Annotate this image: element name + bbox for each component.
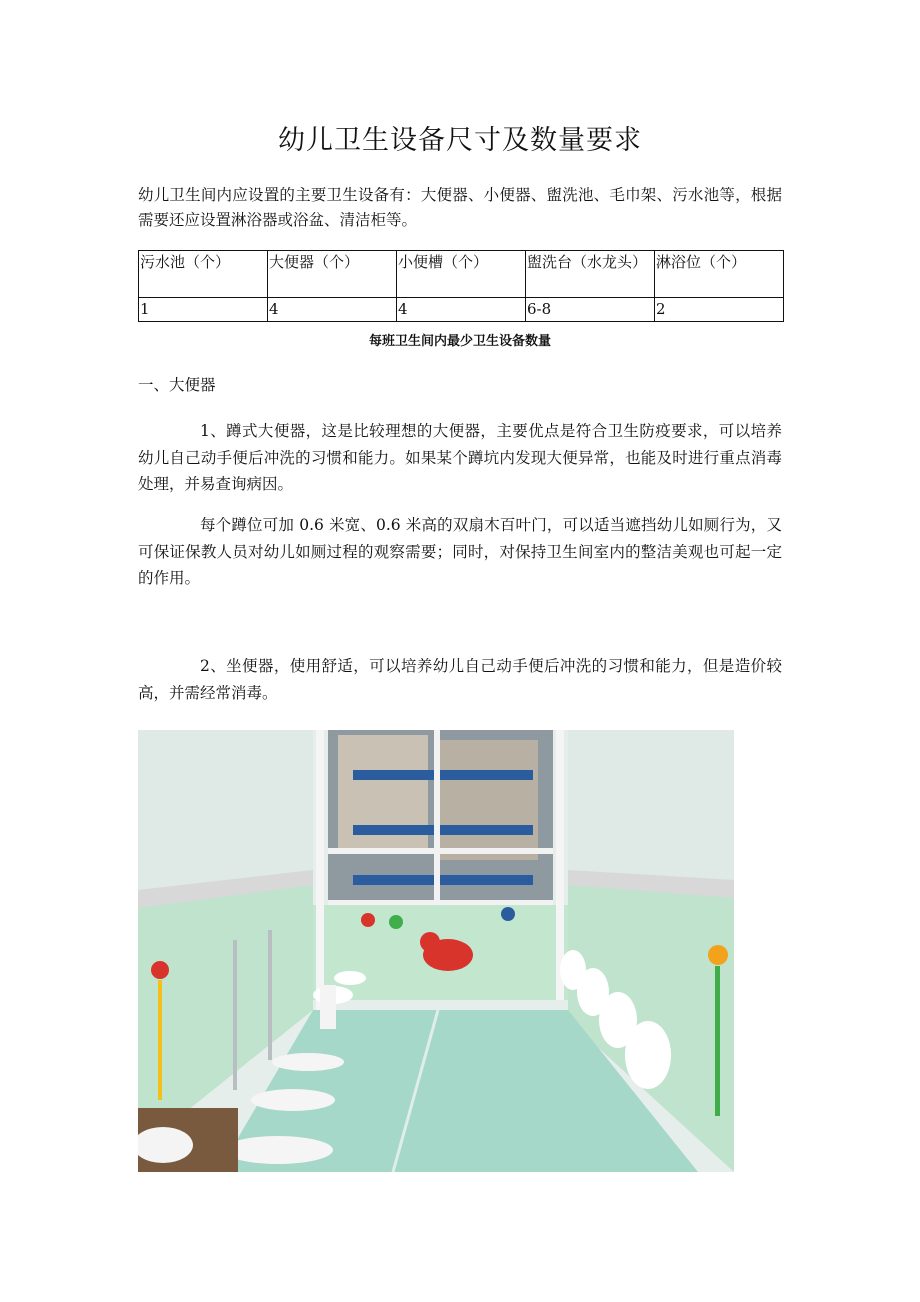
table-cell: 1 — [139, 298, 268, 322]
table-header-cell: 小便槽（个） — [397, 251, 526, 298]
bathroom-photo — [138, 730, 734, 1172]
paragraph-squat-toilet: 1、蹲式大便器，这是比较理想的大便器，主要优点是符合卫生防疫要求，可以培养幼儿自己动手便后冲洗的习惯和能力。如果某个蹲坑内发现大便异常，也能及时进行重点消毒处理，并易查询病因。 — [138, 422, 782, 493]
document-title: 幼儿卫生设备尺寸及数量要求 — [278, 125, 642, 156]
table-header-cell: 盥洗台（水龙头） — [526, 251, 655, 298]
paragraph-louver-door: 每个蹲位可加 0.6 米宽、0.6 米高的双扇木百叶门，可以适当遮挡幼儿如厕行为，又可保证保教人员对幼儿如厕过程的观察需要；同时，对保持卫生间室内的整洁美观也可起一定的作用。 — [138, 516, 782, 587]
table-caption: 每班卫生间内最少卫生设备数量 — [368, 334, 551, 349]
table-header-cell: 大便器（个） — [268, 251, 397, 298]
table-row — [139, 298, 784, 322]
equipment-table — [138, 250, 784, 322]
table-header-cell: 淋浴位（个） — [655, 251, 784, 298]
section-heading: 一、大便器 — [138, 376, 216, 394]
table-cell: 2 — [655, 298, 784, 322]
table-header-cell: 污水池（个） — [139, 251, 268, 298]
table-header-row — [139, 251, 784, 298]
intro-paragraph: 幼儿卫生间内应设置的主要卫生设备有：大便器、小便器、盥洗池、毛巾架、污水池等，根据需要还应设置淋浴器或浴盆、清洁柜等。 — [138, 186, 782, 229]
paragraph-seat-toilet: 2、坐便器，使用舒适，可以培养幼儿自己动手便后冲洗的习惯和能力，但是造价较高，并需经常消毒。 — [138, 657, 782, 702]
table-cell: 4 — [397, 298, 526, 322]
table-cell: 6-8 — [526, 298, 655, 322]
table-cell: 4 — [268, 298, 397, 322]
